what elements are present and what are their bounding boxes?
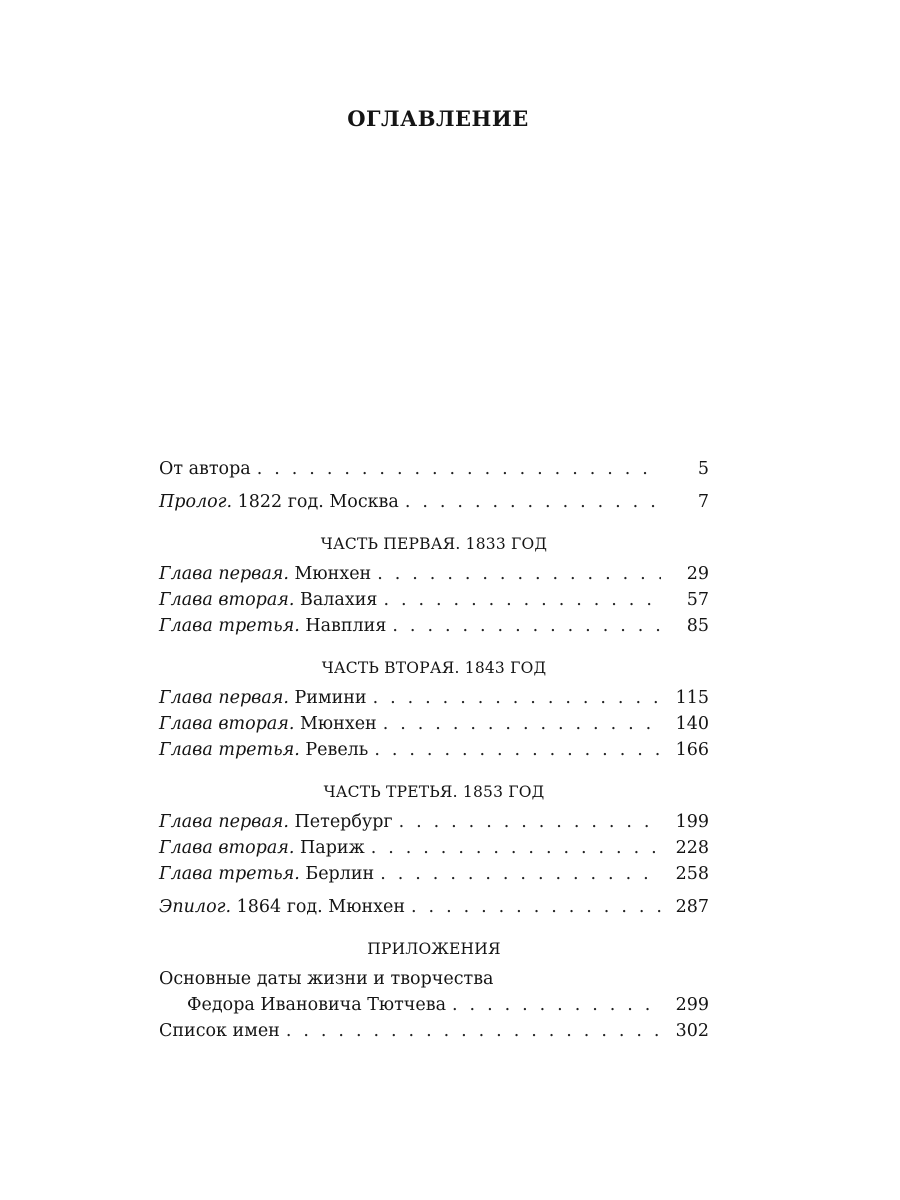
toc-entry-chapter[interactable] (159, 561, 709, 587)
toc-entry-chapter[interactable] (159, 613, 709, 639)
toc-entry-page: 258 (675, 864, 709, 884)
toc-entry-label: Глава первая. Мюнхен (159, 564, 372, 584)
leader-dots (383, 587, 661, 613)
toc-entry-label: Федора Ивановича Тютчева (187, 995, 447, 1015)
toc-entry-page: 140 (675, 714, 709, 734)
toc-entry-page: 287 (675, 897, 709, 917)
page-title: ОГЛАВЛЕНИЕ (347, 106, 529, 131)
section-heading-part-2: ЧАСТЬ ВТОРАЯ. 1843 ГОД (321, 659, 547, 677)
leader-dots (374, 737, 661, 763)
leader-dots (383, 711, 661, 737)
toc-entry-page: 166 (675, 740, 709, 760)
toc-entry-label: Глава третья. Берлин (159, 864, 375, 884)
section-heading-part-1: ЧАСТЬ ПЕРВАЯ. 1833 ГОД (320, 535, 548, 553)
toc-entry-label: Глава вторая. Валахия (159, 590, 378, 610)
leader-dots (399, 809, 661, 835)
section-heading-appendix: ПРИЛОЖЕНИЯ (367, 940, 501, 958)
table-of-contents (159, 456, 709, 1044)
toc-entry-label: Глава первая. Римини (159, 688, 367, 708)
toc-entry-name-index[interactable] (159, 1018, 709, 1044)
leader-dots (286, 1018, 661, 1044)
leader-dots (380, 861, 661, 887)
toc-entry-chapter[interactable] (159, 809, 709, 835)
toc-entry-page: 302 (675, 1021, 709, 1041)
toc-entry-page: 57 (686, 590, 709, 610)
toc-entry-label: Глава третья. Ревель (159, 740, 369, 760)
section-heading-part-3: ЧАСТЬ ТРЕТЬЯ. 1853 ГОД (323, 783, 545, 801)
toc-entry-label: Пролог. 1822 год. Москва (159, 492, 399, 512)
toc-entry-label: От автора (159, 459, 251, 479)
toc-entry-label: Глава первая. Петербург (159, 812, 393, 832)
toc-entry-page: 7 (697, 492, 709, 512)
toc-entry-from-author[interactable] (159, 456, 709, 482)
toc-entry-epilogue[interactable] (159, 894, 709, 920)
toc-entry-page: 299 (675, 995, 709, 1015)
toc-entry-label: Список имен (159, 1021, 280, 1041)
toc-entry-page: 115 (675, 688, 709, 708)
toc-entry-label: Глава вторая. Париж (159, 838, 365, 858)
toc-entry-page: 5 (697, 459, 709, 479)
toc-entry-page: 199 (675, 812, 709, 832)
leader-dots (452, 992, 661, 1018)
toc-entry-chronology-line1[interactable] (159, 966, 709, 992)
leader-dots (371, 835, 661, 861)
toc-entry-chapter[interactable] (159, 711, 709, 737)
toc-entry-chapter[interactable] (159, 685, 709, 711)
toc-entry-label: Основные даты жизни и творчества (159, 969, 494, 989)
toc-entry-prologue[interactable] (159, 489, 709, 515)
leader-dots (405, 489, 661, 515)
leader-dots (373, 685, 661, 711)
toc-entry-chapter[interactable] (159, 861, 709, 887)
leader-dots (257, 456, 661, 482)
toc-entry-chapter[interactable] (159, 587, 709, 613)
toc-entry-page: 29 (686, 564, 709, 584)
leader-dots (377, 561, 661, 587)
toc-entry-label: Эпилог. 1864 год. Мюнхен (159, 897, 406, 917)
leader-dots (411, 894, 661, 920)
toc-entry-page: 228 (675, 838, 709, 858)
leader-dots (392, 613, 661, 639)
toc-entry-label: Глава вторая. Мюнхен (159, 714, 377, 734)
toc-entry-chapter[interactable] (159, 835, 709, 861)
toc-entry-chapter[interactable] (159, 737, 709, 763)
toc-entry-page: 85 (686, 616, 709, 636)
toc-entry-chronology-line2[interactable] (159, 992, 709, 1018)
toc-entry-label: Глава третья. Навплия (159, 616, 387, 636)
